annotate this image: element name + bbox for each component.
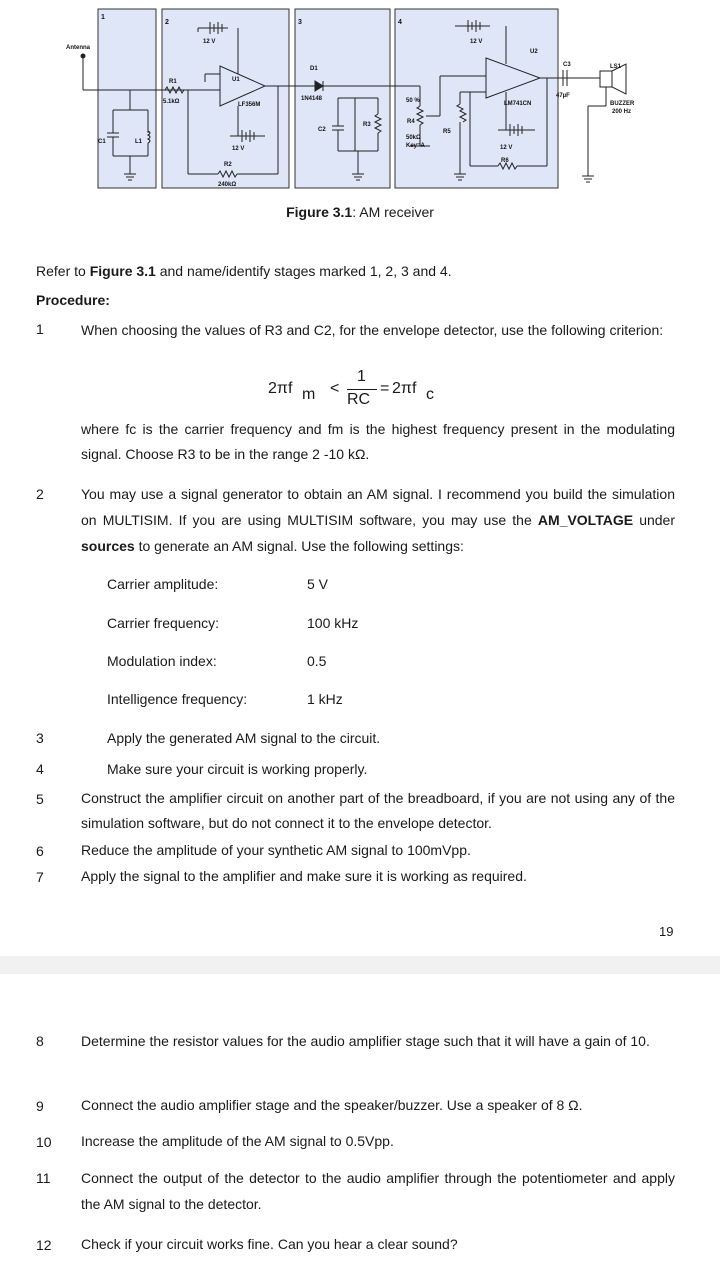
- setting-value: 5 V: [307, 576, 329, 592]
- setting-value: 1 kHz: [307, 691, 343, 707]
- stage-number: 2: [165, 19, 169, 26]
- step2-text-c: to generate an AM signal. Use the following settings:: [134, 538, 464, 554]
- step-text: [81, 481, 675, 559]
- step-text: Connect the output of the detector to the audio amplifier through the potentiometer and apply the AM signal to the detector.: [81, 1170, 675, 1212]
- setting-value: 100 kHz: [307, 615, 359, 631]
- step-number: 12: [36, 1237, 52, 1253]
- intro-figure-ref: Figure 3.1: [89, 263, 156, 279]
- step-number: 10: [36, 1134, 52, 1150]
- label-r5: R5: [443, 129, 451, 135]
- label-ls1: LS1: [610, 64, 622, 70]
- label-supply-top-1: 12 V: [203, 39, 216, 45]
- intro-paragraph: [36, 258, 452, 284]
- formula-left: 2πf: [268, 380, 293, 397]
- figure-caption-label: Figure 3.1: [286, 204, 353, 220]
- step-text: Construct the amplifier circuit on another part of the breadboard, if you are not using any of the simulation software, but do not connect it to the envelope detector.: [81, 790, 675, 831]
- step-text: Apply the generated AM signal to the circuit.: [107, 730, 381, 746]
- label-c3-value: 47µF: [556, 93, 570, 99]
- step-text: Reduce the amplitude of your synthetic AM signal to 100mVpp.: [81, 842, 471, 858]
- stage-number: 1: [101, 14, 105, 21]
- figure-caption-text: : AM receiver: [352, 204, 434, 220]
- label-d1: D1: [310, 66, 318, 72]
- intro-prefix: Refer to: [36, 263, 90, 279]
- step1-followup: where fc is the carrier frequency and fm is the highest frequency present in the modulating signal. Choose R3 to be in the range 2 -10 kΩ.: [81, 421, 675, 462]
- label-c1: C1: [98, 139, 106, 145]
- label-buzzer-freq: 200 Hz: [612, 109, 632, 115]
- label-c3: C3: [563, 62, 571, 68]
- step-text: Check if your circuit works fine. Can you hear a clear sound?: [81, 1236, 458, 1252]
- step-text: Connect the audio amplifier stage and the speaker/buzzer. Use a speaker of 8 Ω.: [81, 1097, 583, 1113]
- step-text: Determine the resistor values for the audio amplifier stage such that it will have a gain of 10.: [81, 1033, 650, 1049]
- step-number: 1: [36, 321, 44, 337]
- step-number: 7: [36, 869, 44, 885]
- label-r6: R6: [501, 158, 509, 164]
- label-u2: U2: [530, 49, 538, 55]
- label-r1-value: 5.1kΩ: [163, 99, 180, 105]
- step-text: Apply the signal to the amplifier and make sure it is working as required.: [81, 868, 527, 884]
- setting-value: 0.5: [307, 653, 327, 669]
- formula-lt: <: [330, 380, 340, 397]
- label-u1: U1: [232, 77, 240, 83]
- label-buzzer: BUZZER: [610, 101, 635, 107]
- step2-text-a: You may use a signal generator to obtain an AM signal. I recommend you build the simulation on MULTISIM. If you are using MULTISIM software, you may use the: [81, 486, 675, 528]
- label-r3: R3: [363, 122, 371, 128]
- formula-right-sub: c: [426, 386, 434, 403]
- document-page-2: [0, 974, 720, 1285]
- formula-numerator: 1: [357, 368, 366, 385]
- label-r4-key: Key=A: [406, 143, 425, 149]
- step-text: Increase the amplitude of the AM signal to 0.5Vpp.: [81, 1133, 394, 1149]
- intro-suffix: and name/identify stages marked 1, 2, 3 and 4.: [155, 263, 452, 279]
- page-gap: [0, 956, 720, 974]
- label-r2-value: 240kΩ: [218, 182, 237, 188]
- label-r1: R1: [169, 79, 177, 85]
- label-c2: C2: [318, 127, 326, 133]
- label-r4-percent: 50 %: [406, 98, 420, 104]
- figure-caption: [0, 204, 720, 220]
- page-number: 19: [659, 924, 674, 939]
- label-supply-bottom-2: 12 V: [500, 145, 513, 151]
- label-u2-model: LM741CN: [504, 101, 532, 107]
- step-number: 6: [36, 843, 44, 859]
- step2-text-b: under: [633, 512, 676, 528]
- formula-left-sub: m: [302, 386, 316, 403]
- stage-1-box: [98, 9, 156, 188]
- step-number: 4: [36, 761, 44, 777]
- stage-number: 3: [298, 19, 302, 26]
- step2-bold-sources: sources: [81, 538, 135, 554]
- label-r2: R2: [224, 162, 232, 168]
- step-number: 3: [36, 730, 44, 746]
- label-u1-model: LF356M: [238, 102, 261, 108]
- envelope-detector-formula: [268, 368, 468, 412]
- setting-label: Carrier amplitude:: [107, 576, 219, 592]
- label-l1: L1: [135, 139, 143, 145]
- procedure-heading: Procedure:: [36, 292, 110, 308]
- step-number: 2: [36, 486, 44, 502]
- label-antenna: Antenna: [66, 45, 90, 51]
- step-text: Make sure your circuit is working properly.: [107, 761, 368, 777]
- formula-eq: =: [380, 380, 390, 397]
- step2-bold-am-voltage: AM_VOLTAGE: [537, 512, 634, 528]
- setting-label: Carrier frequency:: [107, 615, 220, 631]
- formula-fraction-bar: [347, 389, 377, 390]
- formula-right: 2πf: [392, 380, 417, 397]
- step-number: 5: [36, 791, 44, 807]
- label-d1-model: 1N4148: [301, 96, 323, 102]
- step-number: 11: [36, 1170, 51, 1186]
- stage-number: 4: [398, 19, 402, 26]
- label-r4-value: 50kΩ: [406, 135, 421, 141]
- label-supply-top-2: 12 V: [470, 39, 483, 45]
- step-number: 8: [36, 1033, 44, 1049]
- step-number: 9: [36, 1098, 44, 1114]
- am-receiver-circuit-diagram: [60, 6, 660, 196]
- label-r4: R4: [407, 119, 415, 125]
- setting-label: Modulation index:: [107, 653, 217, 669]
- step-text: When choosing the values of R3 and C2, for the envelope detector, use the following criterion:: [81, 322, 664, 338]
- formula-denominator: RC: [347, 391, 371, 408]
- label-supply-bottom-1: 12 V: [232, 146, 245, 152]
- setting-label: Intelligence frequency:: [107, 691, 248, 707]
